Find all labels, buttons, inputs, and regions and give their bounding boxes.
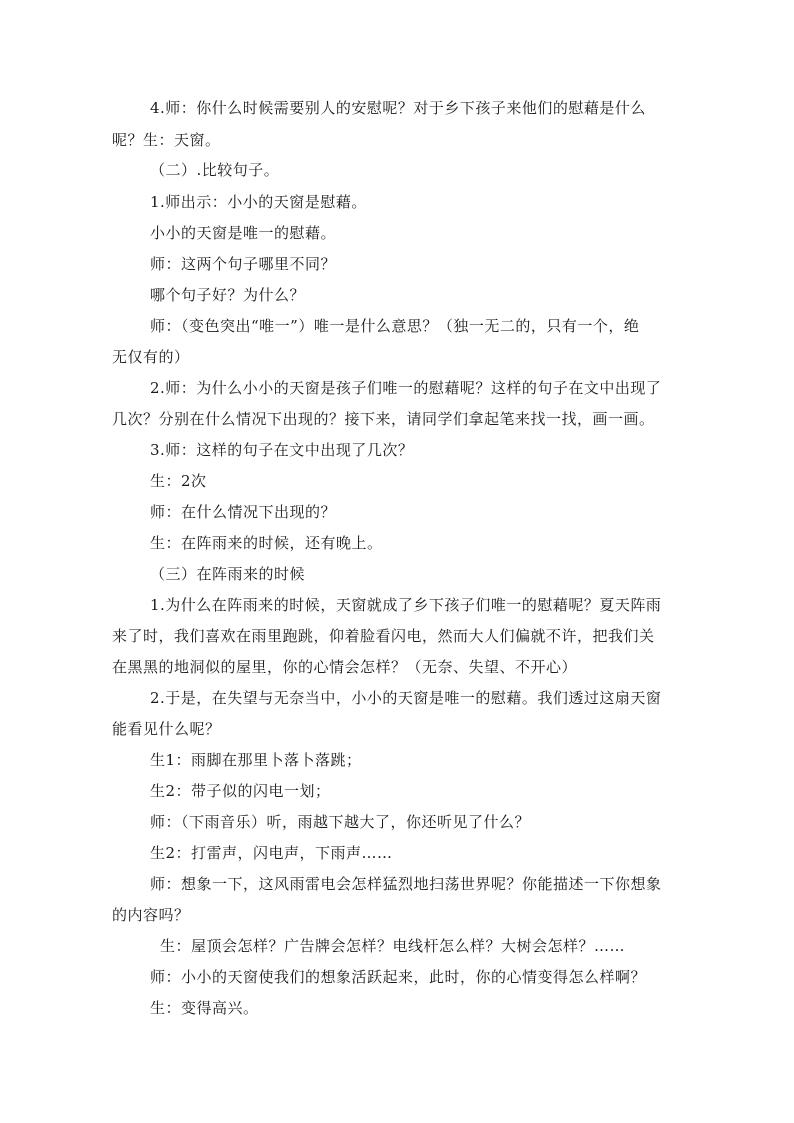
paragraph-line: 呢？生：天窗。 xyxy=(112,131,221,149)
paragraph-line: 生：变得高兴。 xyxy=(150,999,259,1017)
paragraph-line: 生：屋顶会怎样？广告牌会怎样？电线杆怎么样？大树会怎样？…… xyxy=(160,937,626,955)
paragraph-line: 能看见什么呢？ xyxy=(112,720,221,738)
paragraph-line: 师：想象一下，这风雨雷电会怎样猛烈地扫荡世界呢？你能描述一下你想象 xyxy=(150,875,662,893)
paragraph-line: 师：在什么情况下出现的？ xyxy=(150,503,337,521)
paragraph-line: 2.于是，在失望与无奈当中，小小的天窗是唯一的慰藉。我们透过这扇天窗 xyxy=(150,689,662,707)
paragraph-line: 师：这两个句子哪里不同？ xyxy=(150,255,337,273)
paragraph-line: 生2：带子似的闪电一划； xyxy=(150,782,331,800)
paragraph-line: 生1：雨脚在那里卜落卜落跳； xyxy=(150,751,362,769)
paragraph-line: 在黑黑的地洞似的屋里，你的心情会怎样？（无奈、失望、不开心） xyxy=(112,658,578,676)
paragraph-line: 2.师：为什么小小的天窗是孩子们唯一的慰藉呢？这样的句子在文中出现了 xyxy=(150,379,662,397)
paragraph-line: 1.为什么在阵雨来的时候，天窗就成了乡下孩子们唯一的慰藉呢？夏天阵雨 xyxy=(150,596,662,614)
paragraph-line: 无仅有的） xyxy=(112,348,190,366)
paragraph-line: 生2：打雷声，闪电声，下雨声…… xyxy=(150,844,393,862)
paragraph-line: 生：2次 xyxy=(150,472,207,490)
section-heading: （二）.比较句子。 xyxy=(150,161,280,179)
paragraph-line: 4.师：你什么时候需要别人的安慰呢？对于乡下孩子来他们的慰藉是什么 xyxy=(150,99,646,117)
paragraph-line: 小小的天窗是唯一的慰藉。 xyxy=(150,224,337,242)
paragraph-line: 师：（变色突出“唯一”）唯一是什么意思？（独一无二的，只有一个，绝 xyxy=(150,317,640,335)
paragraph-line: 哪个句子好？为什么？ xyxy=(150,286,306,304)
paragraph-line: 师：小小的天窗使我们的想象活跃起来，此时，你的心情变得怎么样啊？ xyxy=(150,968,647,986)
section-heading: （三）在阵雨来的时候 xyxy=(150,565,306,583)
paragraph-line: 生：在阵雨来的时候，还有晚上。 xyxy=(150,534,383,552)
paragraph-line: 的内容吗？ xyxy=(112,906,190,924)
paragraph-line: 1.师出示：小小的天窗是慰藉。 xyxy=(150,193,367,211)
paragraph-line: 3.师：这样的句子在文中出现了几次？ xyxy=(150,441,414,459)
paragraph-line: 来了时，我们喜欢在雨里跑跳，仰着脸看闪电，然而大人们偏就不许，把我们关 xyxy=(112,627,655,645)
paragraph-line: 几次？分别在什么情况下出现的？接下来，请同学们拿起笔来找一找，画一画。 xyxy=(112,410,655,428)
paragraph-line: 师：（下雨音乐）听，雨越下越大了，你还听见了什么？ xyxy=(150,813,531,831)
